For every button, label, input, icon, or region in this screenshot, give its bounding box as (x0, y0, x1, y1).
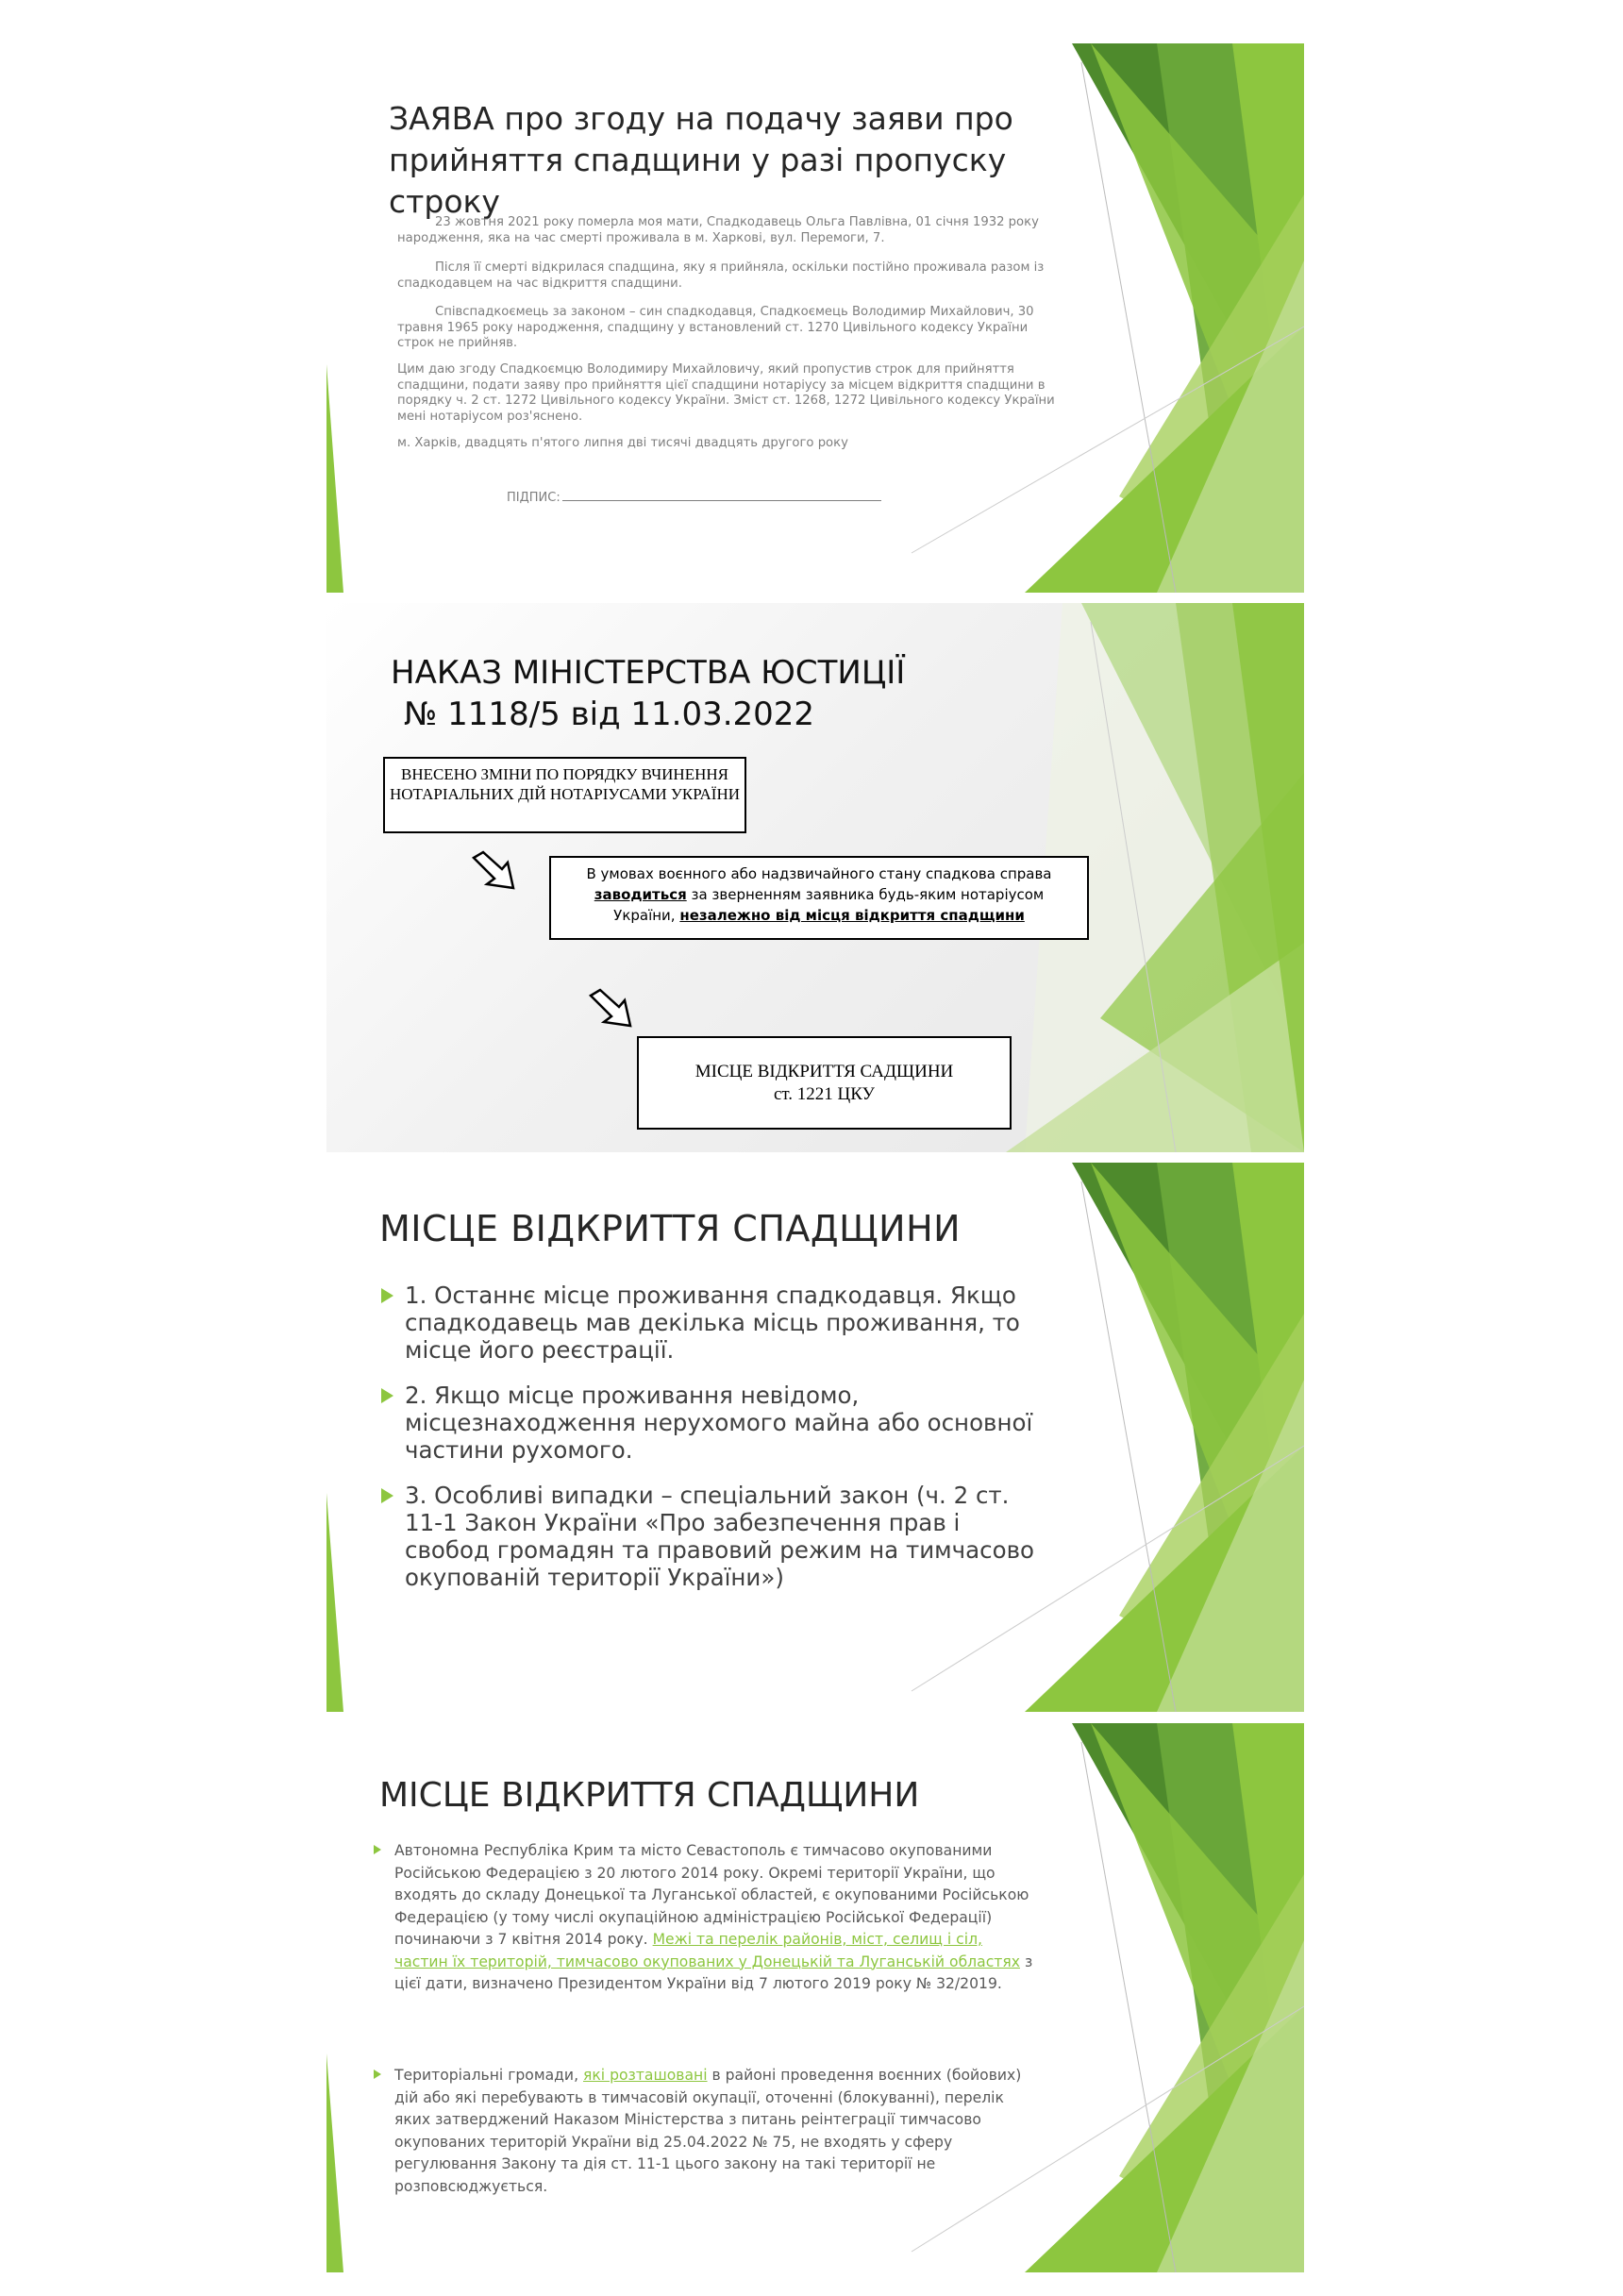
changes-box: ВНЕСЕНО ЗМІНИ ПО ПОРЯДКУ ВЧИНЕННЯ НОТАРІАЛЬНИХ ДІЙ НОТАРІУСАМИ УКРАЇНИ (383, 757, 746, 833)
slide-3-title: МІСЦЕ ВІДКРИТТЯ СПАДЩИНИ (379, 1208, 962, 1249)
list-item: 2. Якщо місце проживання невідомо, місцезнаходження нерухомого майна або основної частини рухомого. (381, 1382, 1042, 1464)
bullet-triangle-icon (374, 1845, 381, 1854)
slide-1 (326, 43, 1304, 593)
territories-link[interactable]: Межі та перелік районів, міст, селищ і сіл, частин їх територій, тимчасово окупованих у Донецькій та Луганській областях (394, 1931, 1020, 1970)
paragraph: м. Харків, двадцять п'ятого липня дві тисячі двадцять другого року (397, 436, 848, 450)
slide-4-title: МІСЦЕ ВІДКРИТТЯ СПАДЩИНИ (379, 1776, 920, 1815)
paragraph: Після її смерті відкрилася спадщина, яку я прийняла, оскільки постійно проживала разом із спадкодавцем на час відкриття спадщини. (397, 260, 1045, 291)
diagonal-arrow-icon (470, 850, 523, 892)
slide-3 (326, 1163, 1304, 1712)
slide-1-title: ЗАЯВА про згоду на подачу заяви про прийняття спадщини у разі пропуску строку (389, 100, 1013, 220)
paragraph: Цим даю згоду Спадкоємцю Володимиру Михайловичу, який пропустив строк для прийняття спадщини, подати заяву про прийняття цієї спадщини нотаріусу за місцем відкриття спадщини в порядку ч. 2 ст. 1272 Цивільного кодексу України. Зміст ст. 1268, 1272 Цивільного кодексу України мені нотаріусом роз'яснено. (397, 362, 1055, 424)
list-item: Територіальні громади, які розташовані в районі проведення воєнних (бойових) дій або які перебувають в тимчасовій окупації, оточенні (блокуванні), перелік яких затверджений Наказом Міністерства з питань реінтеграції тимчасово окупованих територій України від 25.04.2022 № 75, не входять у сферу регулювання Закону та дія ст. 11-1 цього закону на такі території не розповсюджується. (374, 2065, 1034, 2198)
bullet-triangle-icon (381, 1488, 393, 1503)
diagonal-arrow-icon (587, 988, 640, 1030)
list-item: Автономна Республіка Крим та місто Севастополь є тимчасово окупованими Російською Федерацією з 20 лютого 2014 року. Окремі території України, що входять до складу Донецької та Луганської областей, є окупованими Російською Федерацією (у тому числі окупаційною адміністрацією Російської Федерації) починаючи з 7 квітня 2014 року. Межі та перелік районів, міст, селищ і сіл, частин їх територій, тимчасово окупованих у Донецькій та Луганській областях з цієї дати, визначено Президентом України від 7 лютого 2019 року № 32/2019. (374, 1840, 1034, 1996)
bullet-triangle-icon (381, 1388, 393, 1403)
signature-line (507, 491, 881, 505)
inheritance-place-box: МІСЦЕ ВІДКРИТТЯ САДЩИНИ ст. 1221 ЦКУ (637, 1036, 1012, 1130)
bullet-triangle-icon (381, 1288, 393, 1303)
paragraph: 23 жовтня 2021 року померла моя мати, Спадкодавець Ольга Павлівна, 01 січня 1932 року народження, яка на час смерті проживала в м. Харкові, вул. Перемоги, 7. (397, 215, 1039, 245)
bullet-triangle-icon (374, 2070, 381, 2079)
list-item: 3. Особливі випадки – спеціальний закон (ч. 2 ст. 11-1 Закон України «Про забезпечення прав і свобод громадян та правовий режим на тимчасово окупованій території України») (381, 1482, 1042, 1591)
communities-link[interactable]: які розташовані (583, 2067, 708, 2084)
order-title: НАКАЗ МІНІСТЕРСТВА ЮСТИЦІЇ (391, 654, 906, 692)
paragraph: Співспадкоємець за законом – син спадкодавця, Спадкоємець Володимир Михайлович, 30 травня 1965 року народження, спадщину у встановлений ст. 1270 Цивільного кодексу України строк не прийняв. (397, 305, 1034, 350)
war-procedure-box: В умовах воєнного або надзвичайного стану спадкова справа заводиться за зверненням заявника будь-яким нотаріусом України, незалежно від місця відкриття спадщини (549, 856, 1089, 940)
signature-label: ПІДПИС: (507, 491, 561, 505)
list-item: 1. Останнє місце проживання спадкодавця. Якщо спадкодавець мав декілька місць проживання, то місце його реєстрації. (381, 1282, 1042, 1364)
slide-2-title (391, 652, 905, 735)
slide-4 (326, 1723, 1304, 2272)
order-number: № 1118/5 від 11.03.2022 (404, 696, 815, 733)
slide-2 (326, 603, 1304, 1152)
